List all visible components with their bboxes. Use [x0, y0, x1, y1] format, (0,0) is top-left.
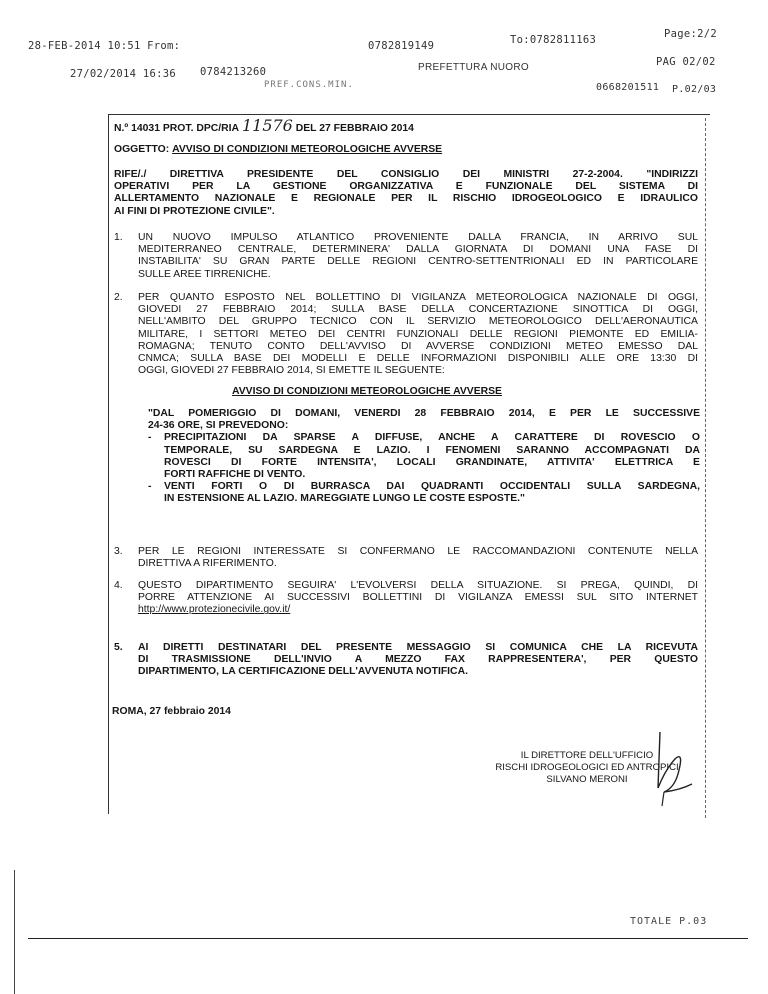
notice-title: AVVISO DI CONDIZIONI METEOROLOGICHE AVVERSE	[232, 386, 502, 397]
item-line: PER LE REGIONI INTERESSATE SI CONFERMANO LE RACCOMANDAZIONI CONTENUTE NELLA	[138, 546, 698, 557]
notice-bullet-line: PRECIPITAZIONI DA SPARSE A DIFFUSE, ANCHE A CARATTERE DI ROVESCIO O	[164, 432, 700, 444]
fax-header2-number: 0784213260	[200, 66, 267, 78]
reference-line: OPERATIVI PER LA GESTIONE ORGANIZZATIVA E FUNZIONALE DEL SISTEMA DI	[114, 181, 698, 193]
item-number: 3.	[114, 546, 123, 557]
item-line: DIPARTIMENTO, LA CERTIFICAZIONE DELL'AVVENUTA NOTIFICA.	[138, 666, 468, 678]
fax-header-page: Page:2/2	[664, 28, 717, 40]
fax-header2-datetime: 27/02/2014 16:36	[70, 68, 176, 80]
item-line: INSTABILITA' SU GRAN PARTE DELLE REGIONI CENTRO-SETTENTRIONALI ED IN PARTICOLARE	[138, 256, 698, 268]
paragraph-4	[114, 580, 698, 617]
protocol-handwritten-number: 11576	[241, 116, 293, 135]
fax-header3-code: 0668201511	[596, 82, 660, 93]
item-line: DI TRASMISSIONE DELL'INVIO A MEZZO FAX RAPPRESENTERA', PER QUESTO	[138, 654, 698, 666]
notice-block	[148, 408, 700, 506]
document-frame-right-edge	[705, 118, 707, 818]
notice-bullet-line: FORTI RAFFICHE DI VENTO.	[164, 469, 306, 481]
subject-text: AVVISO DI CONDIZIONI METEOROLOGICHE AVVERSE	[172, 144, 443, 155]
item-number: 5.	[114, 642, 123, 653]
protocol-prefix: N.º 14031 PROT. DPC/RIA	[114, 123, 240, 134]
item-line: MILITARE, I SETTORI METEO DEI CENTRI FUNZIONALI DELLE REGIONI PIEMONTE ED EMILIA-	[138, 328, 698, 340]
bullet-dash: -	[148, 481, 152, 493]
signatory-line: IL DIRETTORE DELL'UFFICIO	[520, 750, 654, 761]
item-line: MEDITERRANEO CENTRALE, DETERMINERA' DALLA GIORNATA DI DOMANI UNA FASE DI	[138, 244, 698, 256]
numbered-item	[114, 642, 698, 679]
fax-header-datetime: 28-FEB-2014 10:51 From:	[28, 40, 181, 52]
fax-header2-prefettura: PREFETTURA NUORO	[418, 62, 529, 73]
signatory-line: RISCHI IDROGEOLOGICI ED ANTROPICI	[495, 762, 679, 774]
paragraph-3	[114, 546, 698, 570]
protocol-line	[114, 116, 694, 135]
fax-header3-page: P.02/03	[672, 84, 717, 95]
fax-header-sender-number: 0782819149	[368, 40, 435, 52]
numbered-item	[114, 292, 698, 377]
numbered-item	[114, 546, 698, 570]
paragraph-1	[114, 232, 698, 281]
item-line: SULLE AREE TIRRENICHE.	[138, 268, 271, 280]
subject-line	[114, 144, 442, 156]
item-line: QUESTO DIPARTIMENTO SEGUIRA' L'EVOLVERSI DELLA SITUAZIONE. SI PREGA, QUINDI, DI	[138, 580, 698, 591]
fax-header-recipient: To:0782811163	[510, 34, 597, 46]
reference-line: AI FINI DI PROTEZIONE CIVILE".	[114, 205, 275, 217]
item-number: 2.	[114, 292, 123, 303]
notice-bullet-line: IN ESTENSIONE AL LAZIO. MAREGGIATE LUNGO LE COSTE ESPOSTE."	[164, 493, 525, 505]
item-line: UN NUOVO IMPULSO ATLANTICO PROVENIENTE DALLA FRANCIA, IN ARRIVO SUL	[138, 232, 698, 243]
signatory-line: SILVANO MERONI	[546, 774, 628, 786]
numbered-item	[114, 580, 698, 617]
item-line: ROMAGNA; TENUTO CONTO DELL'AVVISO DI AVVERSE CONDIZIONI METEO EMESSO DAL	[138, 340, 698, 352]
notice-bullet-line: TEMPORALE, SU SARDEGNA E LAZIO. I FENOMENI SARANNO ACCOMPAGNATI DA	[164, 444, 700, 456]
place-date: ROMA, 27 febbraio 2014	[112, 706, 231, 717]
paragraph-5	[114, 642, 698, 679]
item-line: OGGI, GIOVEDI 27 FEBBRAIO 2014, SI EMETTE IL SEGUENTE:	[138, 365, 445, 377]
reference-line: ALLERTAMENTO NAZIONALE E REGIONALE PER IL RISCHIO IDROGEOLOGICO E IDRAULICO	[114, 193, 698, 205]
item-line: DIRETTIVA A RIFERIMENTO.	[138, 558, 277, 570]
bullet-dash: -	[148, 432, 152, 444]
notice-bullet	[148, 481, 700, 505]
item-line: GIOVEDI 27 FEBBRAIO 2014; SULLA BASE DELLA CONCERTAZIONE SINOTTICA DI OGGI,	[138, 304, 698, 316]
notice-bullet-line: ROVESCI DI FORTE INTENSITA', LOCALI GRANDINATE, ATTIVITA' ELETTRICA E	[164, 456, 700, 468]
notice-line: 24-36 ORE, SI PREVEDONO:	[148, 420, 289, 432]
website-link[interactable]: http://www.protezionecivile.gov.it/	[138, 604, 291, 616]
paragraph-2	[114, 292, 698, 377]
notice-line: "DAL POMERIGGIO DI DOMANI, VENERDI 28 FEBBRAIO 2014, E PER LE SUCCESSIVE	[148, 408, 700, 419]
numbered-item	[114, 232, 698, 281]
page-bottom-rule	[28, 938, 748, 939]
reference-line: RIFE/./ DIRETTIVA PRESIDENTE DEL CONSIGLIO DEI MINISTRI 27-2-2004. "INDIRIZZI	[114, 169, 698, 180]
fax-header2-smudge: PREF.CONS.MIN.	[264, 80, 354, 90]
subject-label: OGGETTO:	[114, 144, 170, 155]
protocol-date: DEL 27 FEBBRAIO 2014	[295, 123, 414, 134]
item-number: 1.	[114, 232, 123, 243]
footer-page-code: TOTALE P.03	[630, 916, 708, 927]
notice-bullet-line: VENTI FORTI O DI BURRASCA DAI QUADRANTI OCCIDENTALI SULLA SARDEGNA,	[164, 481, 700, 493]
fax-header2-pag: PAG 02/02	[656, 56, 716, 68]
item-number: 4.	[114, 580, 123, 591]
item-line: NELL'AMBITO DEL GRUPPO TECNICO CON IL SERVIZIO METEOROLOGICO DELL'AERONAUTICA	[138, 316, 698, 328]
item-line: PER QUANTO ESPOSTO NEL BOLLETTINO DI VIGILANZA METEOROLOGICA NAZIONALE DI OGGI,	[138, 292, 698, 303]
left-margin-mark	[14, 870, 15, 994]
item-line: PORRE ATTENZIONE AI SUCCESSIVI BOLLETTINI DI VIGILANZA EMESSI SUL SITO INTERNET	[138, 592, 698, 604]
notice-bullet	[148, 432, 700, 481]
item-line: AI DIRETTI DESTINATARI DEL PRESENTE MESSAGGIO SI COMUNICA CHE LA RICEVUTA	[138, 642, 698, 653]
signature-scribble	[640, 728, 700, 808]
reference-paragraph	[114, 169, 698, 218]
item-line: CNMCA; SULLA BASE DEI MODELLI E DELLE INFORMAZIONI DISPONIBILI ALLE ORE 13:30 DI	[138, 353, 698, 365]
